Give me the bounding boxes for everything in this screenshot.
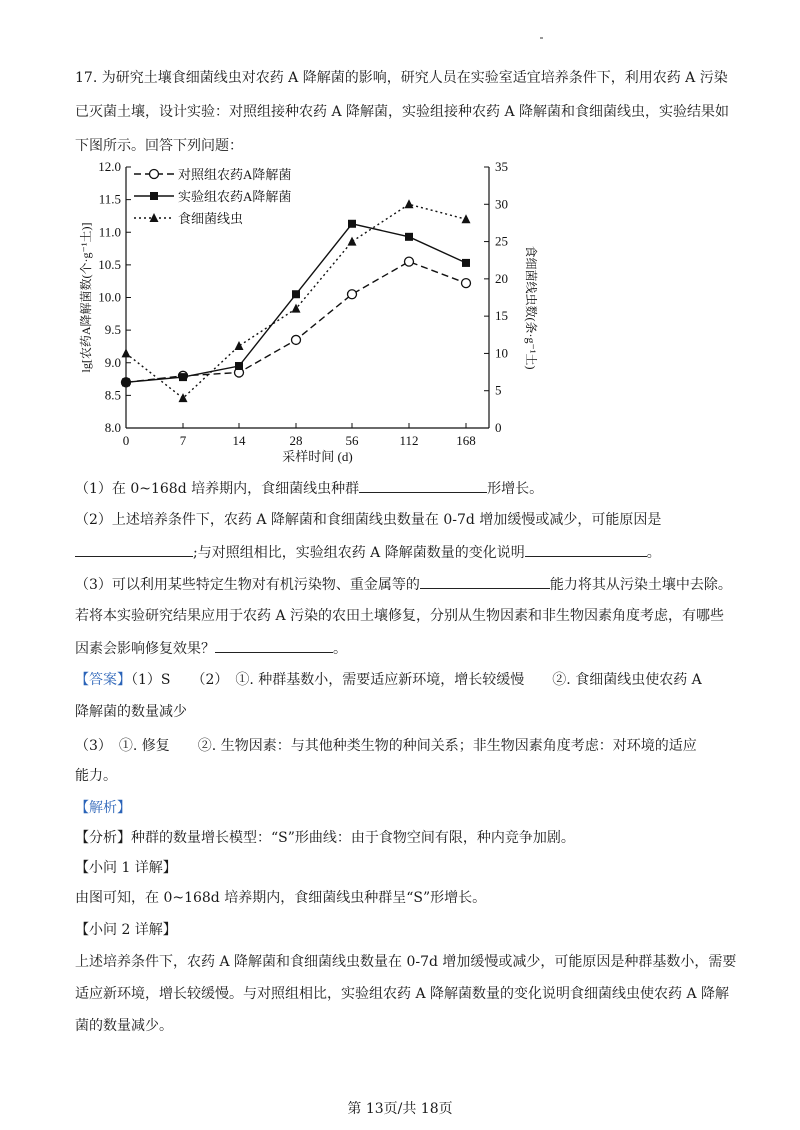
series-3-point: [462, 214, 471, 223]
x-tick-label: 14: [232, 433, 246, 448]
y-axis-left-title: lg[农药A降解菌数(个·g⁻¹土)]: [79, 222, 93, 373]
series-line-1: [126, 262, 466, 383]
y-right-tick-label: 25: [495, 233, 508, 249]
q1-answer-blank: [359, 478, 487, 493]
series-2-point: [462, 259, 470, 267]
y-left-tick-label: 12.0: [98, 159, 121, 174]
answer-tag: 【答案】: [75, 672, 131, 688]
q3-line-2: 若将本实验研究结果应用于农药 A 污染的农田土壤修复，分别从生物因素和非生物因素角度考虑，有哪些: [75, 608, 725, 624]
q2-line-1: （2）上述培养条件下，农药 A 降解菌和食细菌线虫数量在 0-7d 增加缓慢或减少，可能原因是: [75, 512, 662, 528]
answer-text-1: （1）S （2） ①. 种群基数小，需要适应新环境，增长较缓慢 ②. 食细菌线虫使农药 A: [131, 672, 702, 688]
chart-legend: [134, 167, 291, 226]
series-1-point: [462, 279, 471, 288]
q3-text-3: 因素会影响修复效果？: [75, 641, 215, 657]
y-right-tick-label: 30: [495, 196, 508, 212]
series-3-point: [122, 348, 131, 357]
y-left-tick-label: 9.5: [104, 322, 121, 338]
question-intro-line-2: 已灭菌土壤，设计实验：对照组接种农药 A 降解菌，实验组接种农药 A 降解菌和食细菌线虫，实验结果如: [75, 104, 730, 120]
x-tick-label: 56: [345, 433, 359, 448]
q2-text-end: 。: [646, 545, 661, 561]
y-right-tick-label: 35: [495, 159, 508, 174]
analysis-summary: 【分析】种群的数量增长模型：“S”形曲线：由于食物空间有限，种内竞争加剧。: [75, 830, 575, 846]
x-tick-label: 0: [122, 433, 130, 448]
question-intro-line-3: 下图所示。回答下列问题：: [75, 138, 243, 154]
legend-marker-2: [150, 192, 158, 200]
answer-line-2: 降解菌的数量减少: [75, 704, 187, 720]
q2-text-mid: ;与对照组相比，实验组农药 A 降解菌数量的变化说明: [193, 545, 525, 561]
q3-line-1: [75, 574, 732, 595]
series-1-point: [292, 335, 301, 344]
y-left-tick-label: 8.0: [104, 420, 121, 435]
series-3-point: [405, 199, 414, 208]
y-left-tick-label: 10.0: [98, 289, 121, 305]
sub1-title: 【小问 1 详解】: [75, 860, 177, 876]
y-right-tick-label: 20: [495, 270, 508, 286]
y-right-tick-label: 10: [495, 345, 508, 361]
line-chart: [70, 150, 538, 470]
q3-line-3: [75, 638, 347, 659]
q1-text-end: 形增长。: [487, 481, 544, 497]
y-left-tick-label: 9.0: [104, 354, 121, 370]
y-right-tick-label: 0: [495, 420, 502, 435]
q2-answer-blank-2: [525, 542, 647, 557]
y-left-tick-label: 11.0: [98, 224, 121, 240]
analysis-tag: 【解析】: [75, 800, 131, 816]
sub2-line-1: 上述培养条件下，农药 A 降解菌和食细菌线虫数量在 0-7d 增加缓慢或减少，可能原因是种群基数小，需要: [75, 954, 737, 970]
q2-answer-blank-1: [75, 542, 193, 557]
sub1-text: 由图可知，在 0~168d 培养期内，食细菌线虫种群呈“S”形增长。: [75, 890, 487, 906]
q3-answer-blank-1: [420, 574, 550, 589]
answer-line-3: （3） ①. 修复 ②. 生物因素：与其他种类生物的种间关系；非生物因素角度考虑：对环境的适应: [75, 738, 697, 754]
y-left-tick-label: 8.5: [104, 387, 121, 403]
y-axis-right-title: 食细菌线虫数(条·g⁻¹土): [524, 245, 538, 370]
x-tick-label: 28: [289, 433, 303, 448]
x-tick-label: 7: [179, 433, 187, 448]
series-3-point: [348, 237, 357, 246]
series-line-3: [126, 204, 466, 398]
sub2-title: 【小问 2 详解】: [75, 922, 177, 938]
q1-line: [75, 478, 543, 499]
series-1-point: [405, 257, 414, 266]
x-axis-title: 采样时间 (d): [282, 449, 353, 464]
legend-label-1: 对照组农药A降解菌: [178, 167, 292, 182]
y-left-tick-label: 10.5: [98, 256, 121, 272]
y-right-tick-label: 15: [495, 308, 508, 324]
series-2-point: [405, 233, 413, 241]
answer-line-1: [75, 670, 702, 690]
series-2-point: [179, 373, 187, 381]
question-intro-line-1: 17. 为研究土壤食细菌线虫对农药 A 降解菌的影响，研究人员在实验室适宜培养条件下，利用农药 A 污染: [75, 70, 728, 86]
sub2-line-2: 适应新环境，增长较缓慢。与对照组相比，实验组农药 A 降解菌数量的变化说明食细菌线虫使农药 A 降解: [75, 986, 730, 1002]
y-right-tick-label: 5: [495, 382, 502, 398]
x-tick-label: 112: [399, 433, 419, 448]
q1-text: （1）在 0~168d 培养期内，食细菌线虫种群: [75, 481, 360, 497]
series-line-2: [126, 224, 466, 383]
q3-text-after: 能力将其从污染土壤中去除。: [549, 577, 732, 593]
legend-marker-1: [150, 170, 159, 179]
series-2-point: [292, 290, 300, 298]
series-1-point: [348, 290, 357, 299]
series-3-point: [235, 341, 244, 350]
legend-label-2: 实验组农药A降解菌: [178, 189, 292, 204]
page-footer: 第 13页/共 18页: [347, 1101, 453, 1117]
x-tick-label: 168: [456, 433, 476, 448]
q3-text: （3）可以利用某些特定生物对有机污染物、重金属等的: [75, 577, 420, 593]
legend-label-3: 食细菌线虫: [178, 211, 244, 226]
series-2-point: [122, 378, 130, 386]
q3-text-3-end: 。: [333, 641, 347, 657]
q2-line-2: [75, 542, 661, 563]
series-3-point: [179, 393, 188, 402]
scan-speck: [540, 37, 543, 39]
answer-line-4: 能力。: [75, 768, 117, 784]
series-2-point: [235, 362, 243, 370]
chart-series: [122, 199, 471, 402]
chart-axes: [78, 159, 539, 464]
y-left-tick-label: 11.5: [98, 191, 121, 207]
series-2-point: [348, 220, 356, 228]
sub2-line-3: 菌的数量减少。: [75, 1018, 173, 1034]
q3-answer-blank-2: [215, 638, 333, 653]
